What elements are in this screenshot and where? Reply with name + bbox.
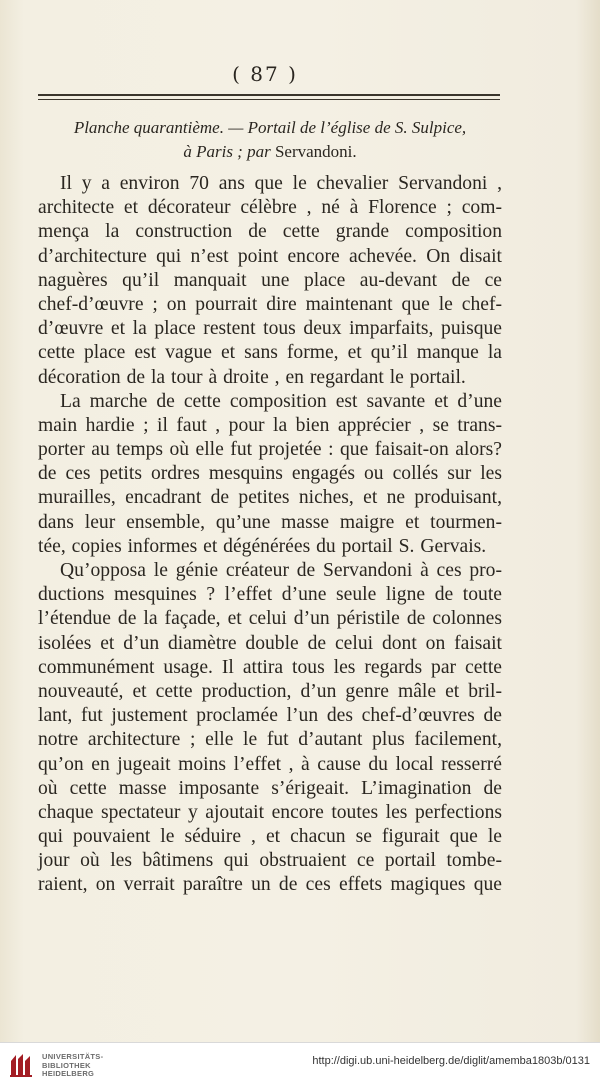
text-line: qui pouvaient le séduire , et chacun se figurait que le [38,826,502,848]
text-line: jour où les bâtimens qui obstruaient ce portail tombe- [38,850,502,872]
text-line: nouveauté, et cette production, d’un genre mâle et bril- [38,680,502,702]
plate-caption [38,116,502,164]
library-name-line: HEIDELBERG [42,1069,95,1078]
text-line: dans leur ensemble, qu’une masse maigre et tourmen- [38,511,502,533]
text-line: décoration de la tour à droite , en regardant le portail. [38,366,466,388]
text-line: La marche de cette composition est savante et d’une [60,390,502,412]
permalink-url[interactable]: http://digi.ub.uni-heidelberg.de/diglit/amemba1803b/0131 [312,1055,590,1067]
page-number: ( 87 ) [232,62,298,86]
university-library-logo-icon[interactable] [8,1051,36,1079]
text-line: cette place est vague et sans forme, et qu’il manque la [38,342,502,364]
text-line: d’architecture qui n’est point encore achevée. On disait [38,245,502,267]
body-text [38,172,502,898]
text-line: Il y a environ 70 ans que le chevalier Servandoni , [60,173,502,194]
text-line: naguères qu’il manquait une place au-devant de ce [38,269,502,291]
text-line: isolées et d’un diamètre double de celui dont on faisait [38,632,502,654]
text-line: raient, on verrait paraître un de ces effets magiques que [38,874,502,896]
library-name-line: UNIVERSITÄTS- [42,1052,104,1061]
header-rule-thin [38,99,500,100]
text-line: de ces petits ordres mesquins engagés ou collés sur les [38,463,502,485]
text-line: porter au temps où elle fut projetée : que faisait-on alors? [38,439,502,461]
text-line: lant, fut justement proclamée l’un des chef-d’œuvres de [38,705,502,727]
text-line: murailles, encadrant de petites niches, et ne produisant, [38,487,502,509]
text-line: architecte et décorateur célèbre , né à Florence ; com- [38,197,502,219]
text-line: qu’on en jugeait moins l’effet , à cause du local resserré [38,753,502,775]
text-line: Qu’opposa le génie créateur de Servandoni à ces pro- [60,560,502,581]
footer-bar [0,1042,600,1091]
library-name [42,1053,103,1079]
plate-title: Planche quarantième. — Portail de l’église de S. Sulpice, [73,118,467,137]
library-name-line: BIBLIOTHEK [42,1060,91,1070]
plate-artist: Servandoni. [274,142,357,161]
text-line: tée, copies informes et dégénérées du portail S. Gervais. [38,535,487,557]
header-rule-thick [38,94,500,96]
text-line: chaque spectateur y ajoutait encore toutes les perfections [38,801,502,823]
text-line: où cette masse imposante s’érigeait. L’imagination de [38,777,502,799]
text-line: main hardie ; il faut , pour la bien apprécier , se trans- [38,414,502,436]
text-line: communément usage. Il attira tous les regards par cette [38,656,502,678]
text-line: l’étendue de la façade, et celui d’un péristile de colonnes [38,608,502,630]
text-line: ductions mesquines ? l’effet d’une seule ligne de toute [38,584,502,606]
text-line: d’œuvre et la place restent tous deux imparfaits, puisque [38,318,502,340]
text-line: mença la construction de cette grande composition [38,221,502,243]
text-line: notre architecture ; elle le fut d’autant plus facilement, [38,729,502,751]
plate-location: à Paris ; par [183,142,271,161]
text-line: chef-d’œuvre ; on pourrait dire maintenant que le chef- [38,293,502,315]
